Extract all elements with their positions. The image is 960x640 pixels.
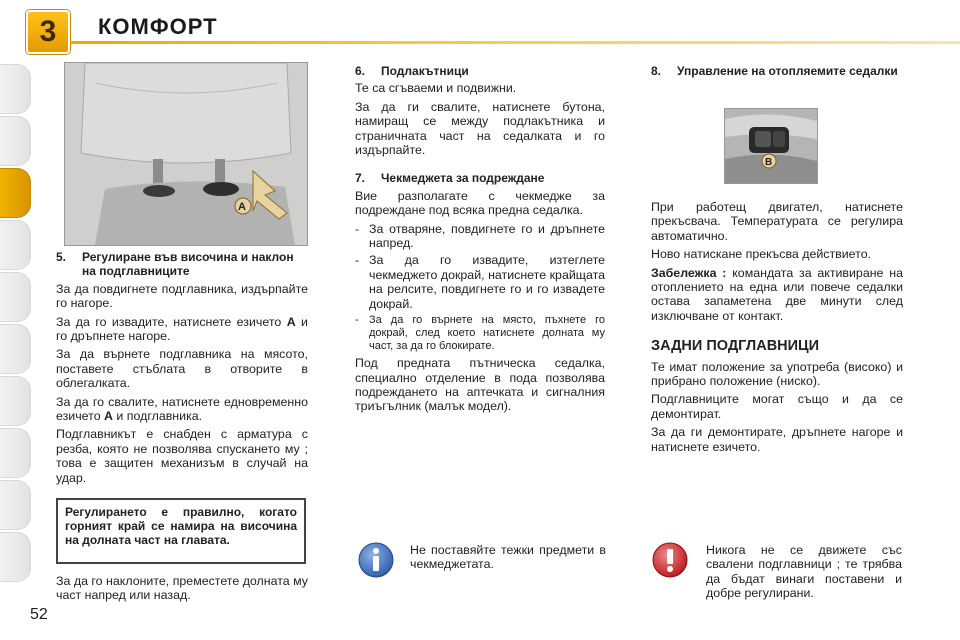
paragraph: Под предната пътническа седалка, специално отделение в пода позволява подреждането на аптечката и сигналния триъгълник (малък модел).	[355, 356, 605, 414]
photo-label-a: A	[238, 201, 246, 213]
paragraph: За да върнете подглавника на мясото, поставете стъблата в отворите в облегалката.	[56, 347, 308, 391]
section-7-heading: 7. Чекмеджета за подрежданe	[355, 171, 545, 186]
headrest-photo	[64, 62, 308, 246]
chapter-tab-9[interactable]	[0, 480, 31, 530]
list-item: - За да го върнете на място, пъхнете го докрай, след което натиснете долната му част, за да го блокирате.	[355, 314, 605, 353]
paragraph: За да ги демонтирате, дръпнете нагоре и натиснете езичето.	[651, 425, 903, 454]
photo-label-b: B	[765, 157, 773, 168]
paragraph: За да го наклоните, преместете долната му част напред или назад.	[56, 574, 308, 603]
header-rule	[70, 41, 960, 44]
paragraph: Забележка : командата за активиране на отоплението на една или повече седалки остава запаметена две минути след изключване от контакт.	[651, 265, 903, 323]
chapter-tabs	[0, 60, 34, 580]
info-note: Не поставяйте тежки предмети в чекмеджетата.	[410, 543, 606, 572]
page-number: 52	[30, 606, 48, 623]
paragraph: За да го свалите, натиснете едновременно езичето A и подглавника.	[56, 394, 308, 424]
paragraph: Те имат положение за употреба (високо) и прибрано положение (ниско).	[651, 359, 903, 389]
chapter-tab-5[interactable]	[0, 272, 31, 322]
heated-seat-switch-photo	[724, 108, 818, 184]
chapter-tab-10[interactable]	[0, 532, 31, 582]
list-item: - За да го извадите, изтеглете чекмеджето докрай, натиснете крайщата на релсите, повдигнете го и го извадете докрай.	[355, 253, 605, 311]
column-armrest-drawers	[355, 64, 605, 418]
page-header	[0, 0, 960, 60]
paragraph: При работещ двигател, натиснете прекъсвача. Температурата се регулира автоматично.	[651, 200, 903, 243]
paragraph: Вие разполагате с чекмедже за подреждане под всяка предна седалка.	[355, 188, 605, 218]
column-heated-seats	[651, 200, 903, 458]
chapter-number-badge: 3	[26, 10, 70, 54]
section-5-heading: 5. Регулиране във височина и наклон на подглавниците	[56, 250, 294, 279]
adjustment-note-box: Регулирането е правилно, когато горният край се намира на височина на долната част на главата.	[56, 498, 306, 564]
rear-headrests-heading: ЗАДНИ ПОДГЛАВНИЦИ	[651, 338, 820, 355]
section-6-heading: 6. Подлакътници	[355, 64, 469, 78]
chapter-tab-6[interactable]	[0, 324, 31, 374]
paragraph: Подглавниците могат също и да се демонтират.	[651, 392, 903, 421]
warning-note: Никога не се движете със свалени подглавници ; те трябва да бъдат винаги поставени и добре регулирани.	[706, 543, 902, 601]
paragraph: За да го извадите, натиснете езичето A и го дръпнете нагоре.	[56, 314, 308, 344]
chapter-tab-7[interactable]	[0, 376, 31, 426]
tilt-instruction	[56, 574, 308, 607]
chapter-tab-8[interactable]	[0, 428, 31, 478]
paragraph: Ново натискане прекъсва действието.	[651, 247, 872, 262]
chapter-tab-4[interactable]	[0, 220, 31, 270]
chapter-tab-3-active[interactable]	[0, 168, 31, 218]
warning-icon	[652, 542, 688, 578]
column-headrest-adjust	[56, 250, 308, 489]
column-heated-seats-title	[651, 64, 903, 81]
paragraph: Подглавникът е снабден с арматура с резба, която не позволява спускането му ; това е защитен механизъм в случай на удар.	[56, 427, 308, 485]
section-8-heading: 8. Управление на отопляемите седалки	[651, 64, 898, 78]
list-item: - За отваряне, повдигнете го и дръпнете напред.	[355, 221, 605, 251]
page-title: КОМФОРТ	[98, 14, 218, 39]
paragraph: Те са сгъваеми и подвижни.	[355, 81, 517, 96]
paragraph: За да ги свалите, натиснете бутона, намиращ се между подлакътника и страничната част на седалката и го издърпайте.	[355, 99, 605, 158]
chapter-tab-2[interactable]	[0, 116, 31, 166]
chapter-tab-1[interactable]	[0, 64, 31, 114]
paragraph: За да повдигнете подглавника, издърпайте го нагоре.	[56, 281, 308, 311]
info-icon	[358, 542, 394, 578]
